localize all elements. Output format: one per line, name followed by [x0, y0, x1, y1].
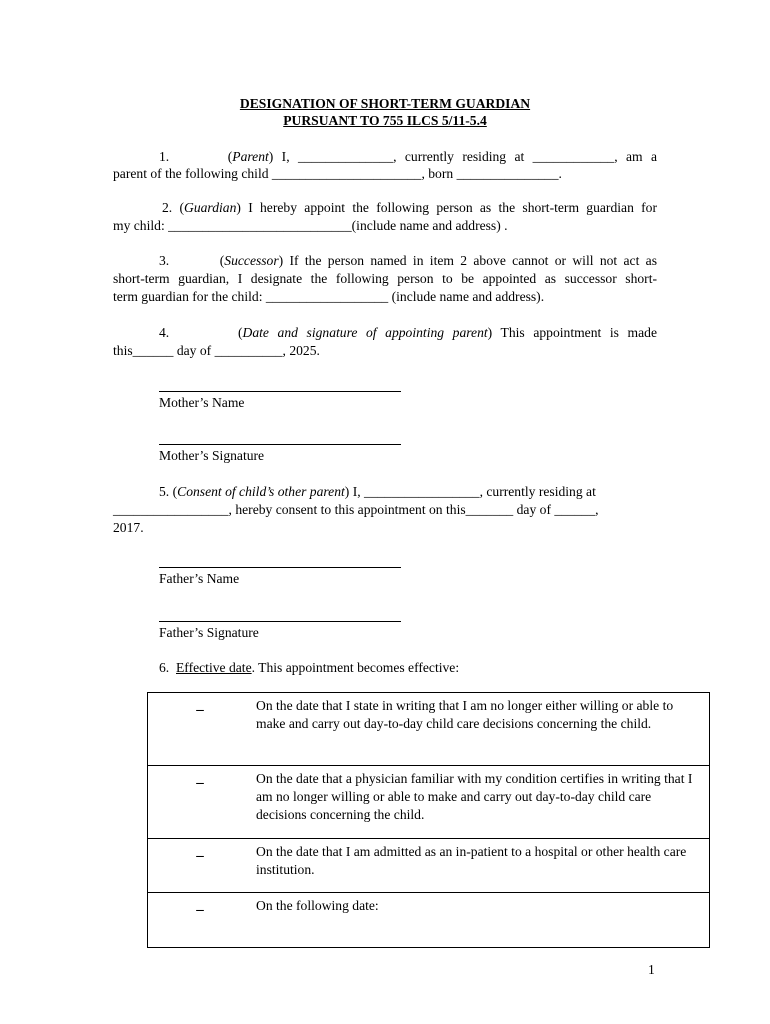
option-text: On the date that I state in writing that I am no longer either willing or able to make and carry out day-to-day child care decisions concerning the child.: [256, 698, 674, 731]
option-marker[interactable]: –: [196, 848, 204, 864]
section-2-number: 2. (: [162, 200, 185, 215]
section-5-line2: _________________, hereby consent to this appointment on this_______ day of ______,: [113, 502, 599, 517]
document-title-line1: DESIGNATION OF SHORT-TERM GUARDIAN: [239, 96, 531, 111]
section-2-label: Guardian: [184, 200, 237, 215]
option-text-cell: [252, 839, 710, 893]
option-row: [148, 839, 710, 893]
option-text-cell: [252, 766, 710, 839]
option-marker-cell[interactable]: [148, 693, 253, 766]
option-text-cell: [252, 693, 710, 766]
mother-signature-label: Mother’s Signature: [159, 448, 265, 463]
document-title-line2: PURSUANT TO 755 ILCS 5/11-5.4: [283, 113, 487, 128]
option-text-cell: [252, 893, 710, 948]
section-5-line3: 2017.: [113, 520, 144, 535]
section-6-line1: [159, 659, 459, 676]
option-row: [148, 766, 710, 839]
option-marker[interactable]: –: [196, 902, 204, 918]
section-1-label: Parent: [232, 149, 269, 164]
option-marker[interactable]: –: [196, 775, 204, 791]
section-4-number: 4.: [159, 325, 170, 340]
section-3-line1: 3. (Successor) If the person named in item 2 above cannot or will not act as: [159, 253, 658, 268]
section-4-label: Date and signature of appointing parent: [242, 325, 488, 340]
section-1-text: I, ______________, currently residing at ____________, am a: [273, 149, 657, 164]
section-5-text: ) I, _________________, currently residing at: [344, 484, 596, 499]
effective-date-options-table: [147, 692, 710, 948]
section-3-number: 3.: [159, 253, 170, 268]
option-text: On the date that I am admitted as an in-patient to a hospital or other health care institution.: [256, 844, 687, 877]
section-1-line1: 1. (Parent) I, ______________, currently residing at ____________, am a: [159, 149, 657, 164]
mother-signature-line: [159, 444, 401, 445]
option-marker-cell[interactable]: [148, 839, 253, 893]
section-5-line1: [159, 483, 596, 500]
section-4-line1: 4. (Date and signature of appointing parent) This appointment is made: [159, 325, 657, 340]
option-row: [148, 893, 710, 948]
section-3-text: If the person named in item 2 above cannot or will not act as: [283, 253, 658, 268]
section-6-label: Effective date: [176, 660, 252, 675]
section-3-label: Successor: [224, 253, 279, 268]
section-3-line2: short-term guardian, I designate the following person to be appointed as successor short-: [113, 271, 657, 286]
section-1-number: 1.: [159, 149, 170, 164]
section-5-label: Consent of child’s other parent: [177, 484, 345, 499]
section-6-text: . This appointment becomes effective:: [251, 660, 460, 675]
mother-name-label: Mother’s Name: [159, 395, 245, 410]
section-2-line2: my child: ___________________________(include name and address) .: [113, 218, 508, 233]
option-text: On the following date:: [256, 898, 379, 913]
section-3-line3: term guardian for the child: __________________ (include name and address).: [113, 289, 545, 304]
section-1-line2: parent of the following child ______________________, born _______________.: [113, 166, 562, 181]
section-5-number: 5. (: [159, 484, 178, 499]
section-4-line2: this______ day of __________, 2025.: [113, 343, 320, 358]
father-signature-label: Father’s Signature: [159, 625, 259, 640]
father-name-line: [159, 567, 401, 568]
father-signature-line: [159, 621, 401, 622]
section-6-number: 6.: [159, 660, 170, 675]
mother-name-line: [159, 391, 401, 392]
page-number: 1: [648, 962, 655, 977]
option-marker-cell[interactable]: [148, 766, 253, 839]
option-marker-cell[interactable]: [148, 893, 253, 948]
father-name-label: Father’s Name: [159, 571, 240, 586]
section-4-text: This appointment is made: [492, 325, 657, 340]
section-2-line1: [162, 199, 657, 216]
option-marker[interactable]: –: [196, 702, 204, 718]
option-text: On the date that a physician familiar with my condition certifies in writing that I am no longer willing or able to make and carry out day-to-day child care decisions concerning the child.: [256, 771, 693, 822]
section-2-text: ) I hereby appoint the following person as the short-term guardian for: [236, 200, 658, 215]
option-row: [148, 693, 710, 766]
